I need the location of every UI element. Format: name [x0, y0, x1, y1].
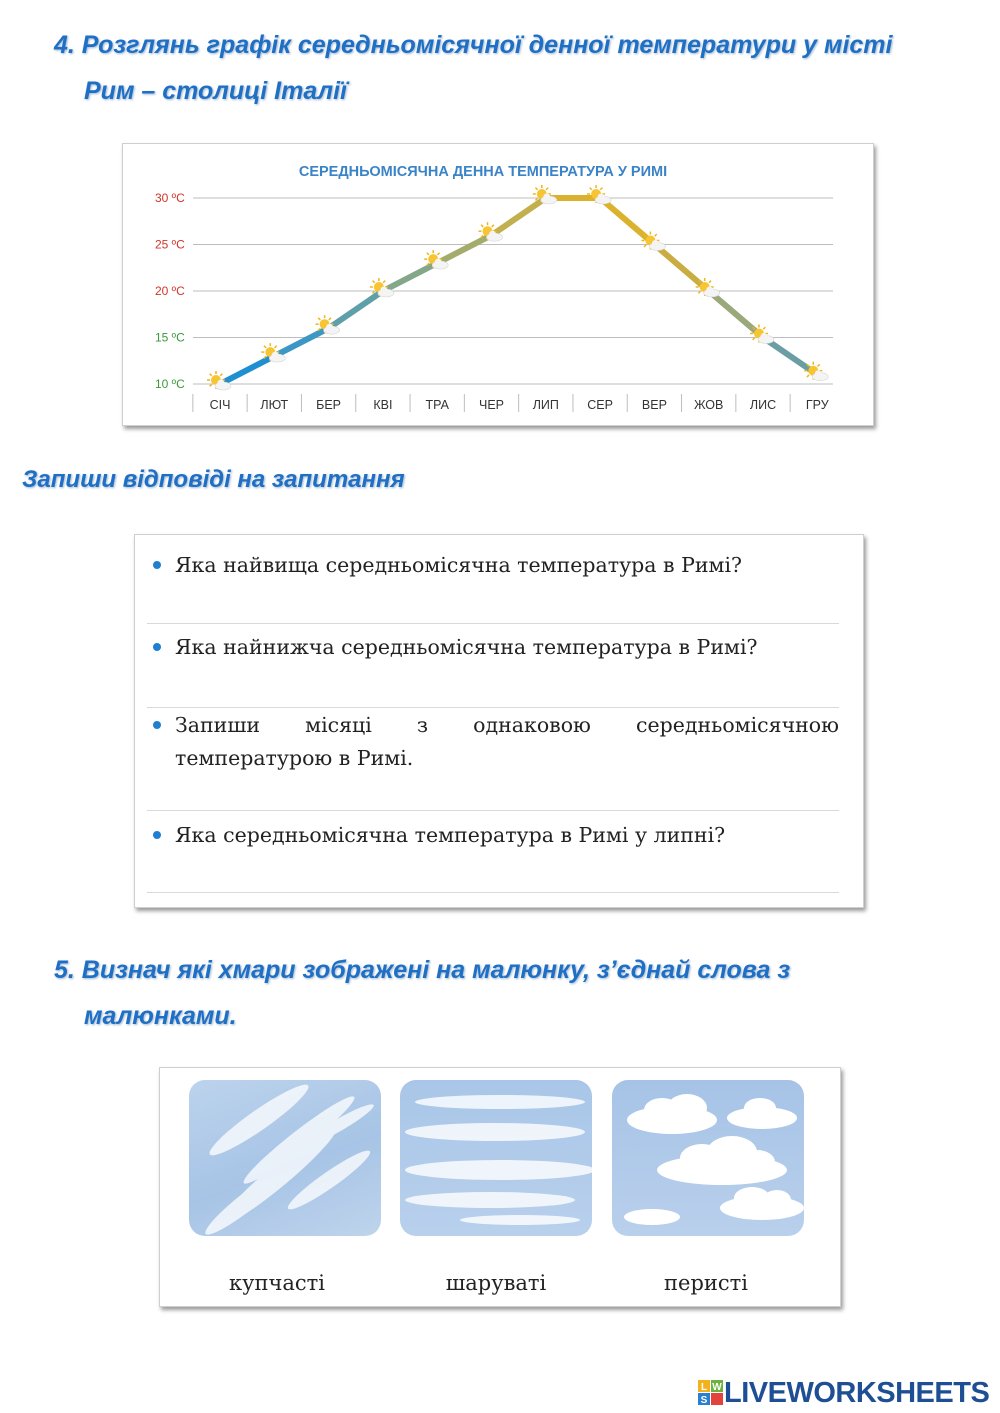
- series-segment: [600, 198, 654, 245]
- x-tick-label: СІЧ: [209, 398, 231, 412]
- y-tick-label: 15 ºC: [155, 330, 185, 345]
- question-item: [153, 549, 839, 582]
- cloud-image-3[interactable]: [612, 1080, 804, 1236]
- series-segment: [654, 245, 708, 292]
- x-tick-label: ЛЮТ: [260, 398, 289, 412]
- data-point-sun-cloud-icon: [696, 278, 720, 297]
- series-segment: [492, 198, 546, 235]
- x-tick-label: ЛИП: [532, 398, 559, 412]
- answers-heading: Запиши відповіді на запитання: [22, 466, 405, 493]
- x-tick-label: ТРА: [425, 398, 449, 412]
- bullet-icon: [153, 643, 161, 651]
- chart-title: СЕРЕДНЬОМІСЯЧНА ДЕННА ТЕМПЕРАТУРА У РИМІ: [298, 164, 668, 180]
- cloud-label-2[interactable]: шаруваті: [445, 1271, 547, 1295]
- data-point-sun-cloud-icon: [750, 325, 774, 344]
- temperature-chart: [123, 144, 873, 425]
- series-segment: [220, 356, 274, 384]
- question-text: Запиши місяці з однаковою середньомісячною температурою в Римі.: [175, 713, 839, 770]
- data-point-sun-cloud-icon: [587, 185, 611, 204]
- answer-line[interactable]: [147, 623, 839, 624]
- x-tick-label: ГРУ: [805, 398, 829, 412]
- y-tick-label: 20 ºC: [155, 284, 185, 298]
- bullet-icon: [153, 831, 161, 839]
- series-segment: [329, 291, 383, 328]
- cloud-image-2[interactable]: [400, 1080, 592, 1236]
- y-tick-label: 25 ºC: [155, 237, 185, 252]
- answer-line[interactable]: [147, 707, 839, 708]
- cloud-label-3[interactable]: перисті: [664, 1271, 748, 1295]
- x-tick-label: СЕР: [587, 398, 613, 412]
- question-text: Яка середньомісячна температура в Римі у липні?: [175, 823, 726, 847]
- cloud-label-1[interactable]: купчасті: [229, 1271, 325, 1295]
- question-item: [153, 631, 839, 664]
- question-item: [153, 709, 839, 775]
- badge-letter: L: [700, 1382, 708, 1393]
- clouds-card: [159, 1067, 841, 1307]
- lws-badge-icon: [698, 1379, 724, 1407]
- questions-card: [134, 534, 864, 908]
- question-item: [153, 819, 839, 852]
- bullet-icon: [153, 561, 161, 569]
- question-text: Яка найвища середньомісячна температура в Римі?: [175, 553, 743, 577]
- cirrus-clouds-picture: [189, 1080, 381, 1236]
- series-segment: [383, 263, 437, 291]
- chart-card: [122, 143, 874, 426]
- cumulus-clouds-picture: [612, 1080, 804, 1236]
- x-tick-label: ЛИС: [749, 398, 777, 412]
- series-segment: [709, 291, 763, 338]
- y-tick-label: 10 ºC: [155, 377, 185, 391]
- liveworksheets-logo: [698, 1378, 989, 1408]
- y-tick-label: 30 ºC: [155, 191, 185, 205]
- x-tick-label: КВІ: [373, 398, 393, 412]
- logo-text: LIVEWORKSHEETS: [724, 1376, 990, 1409]
- answer-line[interactable]: [147, 892, 839, 893]
- x-tick-label: ЧЕР: [478, 398, 505, 412]
- x-tick-label: ВЕР: [641, 398, 667, 412]
- task4-heading-line1: 4. Розглянь графік середньомісячної денної температури у місті: [54, 31, 893, 59]
- cloud-image-1[interactable]: [189, 1080, 381, 1236]
- bullet-icon: [153, 721, 161, 729]
- question-text: Яка найнижча середньомісячна температура в Римі?: [175, 635, 758, 659]
- series-segment: [274, 328, 328, 356]
- x-tick-label: БЕР: [316, 398, 342, 412]
- badge-letter: W: [712, 1382, 722, 1393]
- task5-heading-line2: малюнками.: [84, 1002, 237, 1030]
- badge-letter: S: [700, 1395, 708, 1406]
- x-tick-label: ЖОВ: [694, 398, 724, 412]
- task5-heading-line1: 5. Визнач які хмари зображені на малюнку, з’єднай слова з: [54, 956, 791, 984]
- answer-line[interactable]: [147, 810, 839, 811]
- stratus-clouds-picture: [400, 1080, 592, 1236]
- task4-heading-line2: Рим – столиці Італії: [84, 77, 348, 105]
- data-point-sun-cloud-icon: [641, 232, 665, 251]
- series-segment: [437, 235, 491, 263]
